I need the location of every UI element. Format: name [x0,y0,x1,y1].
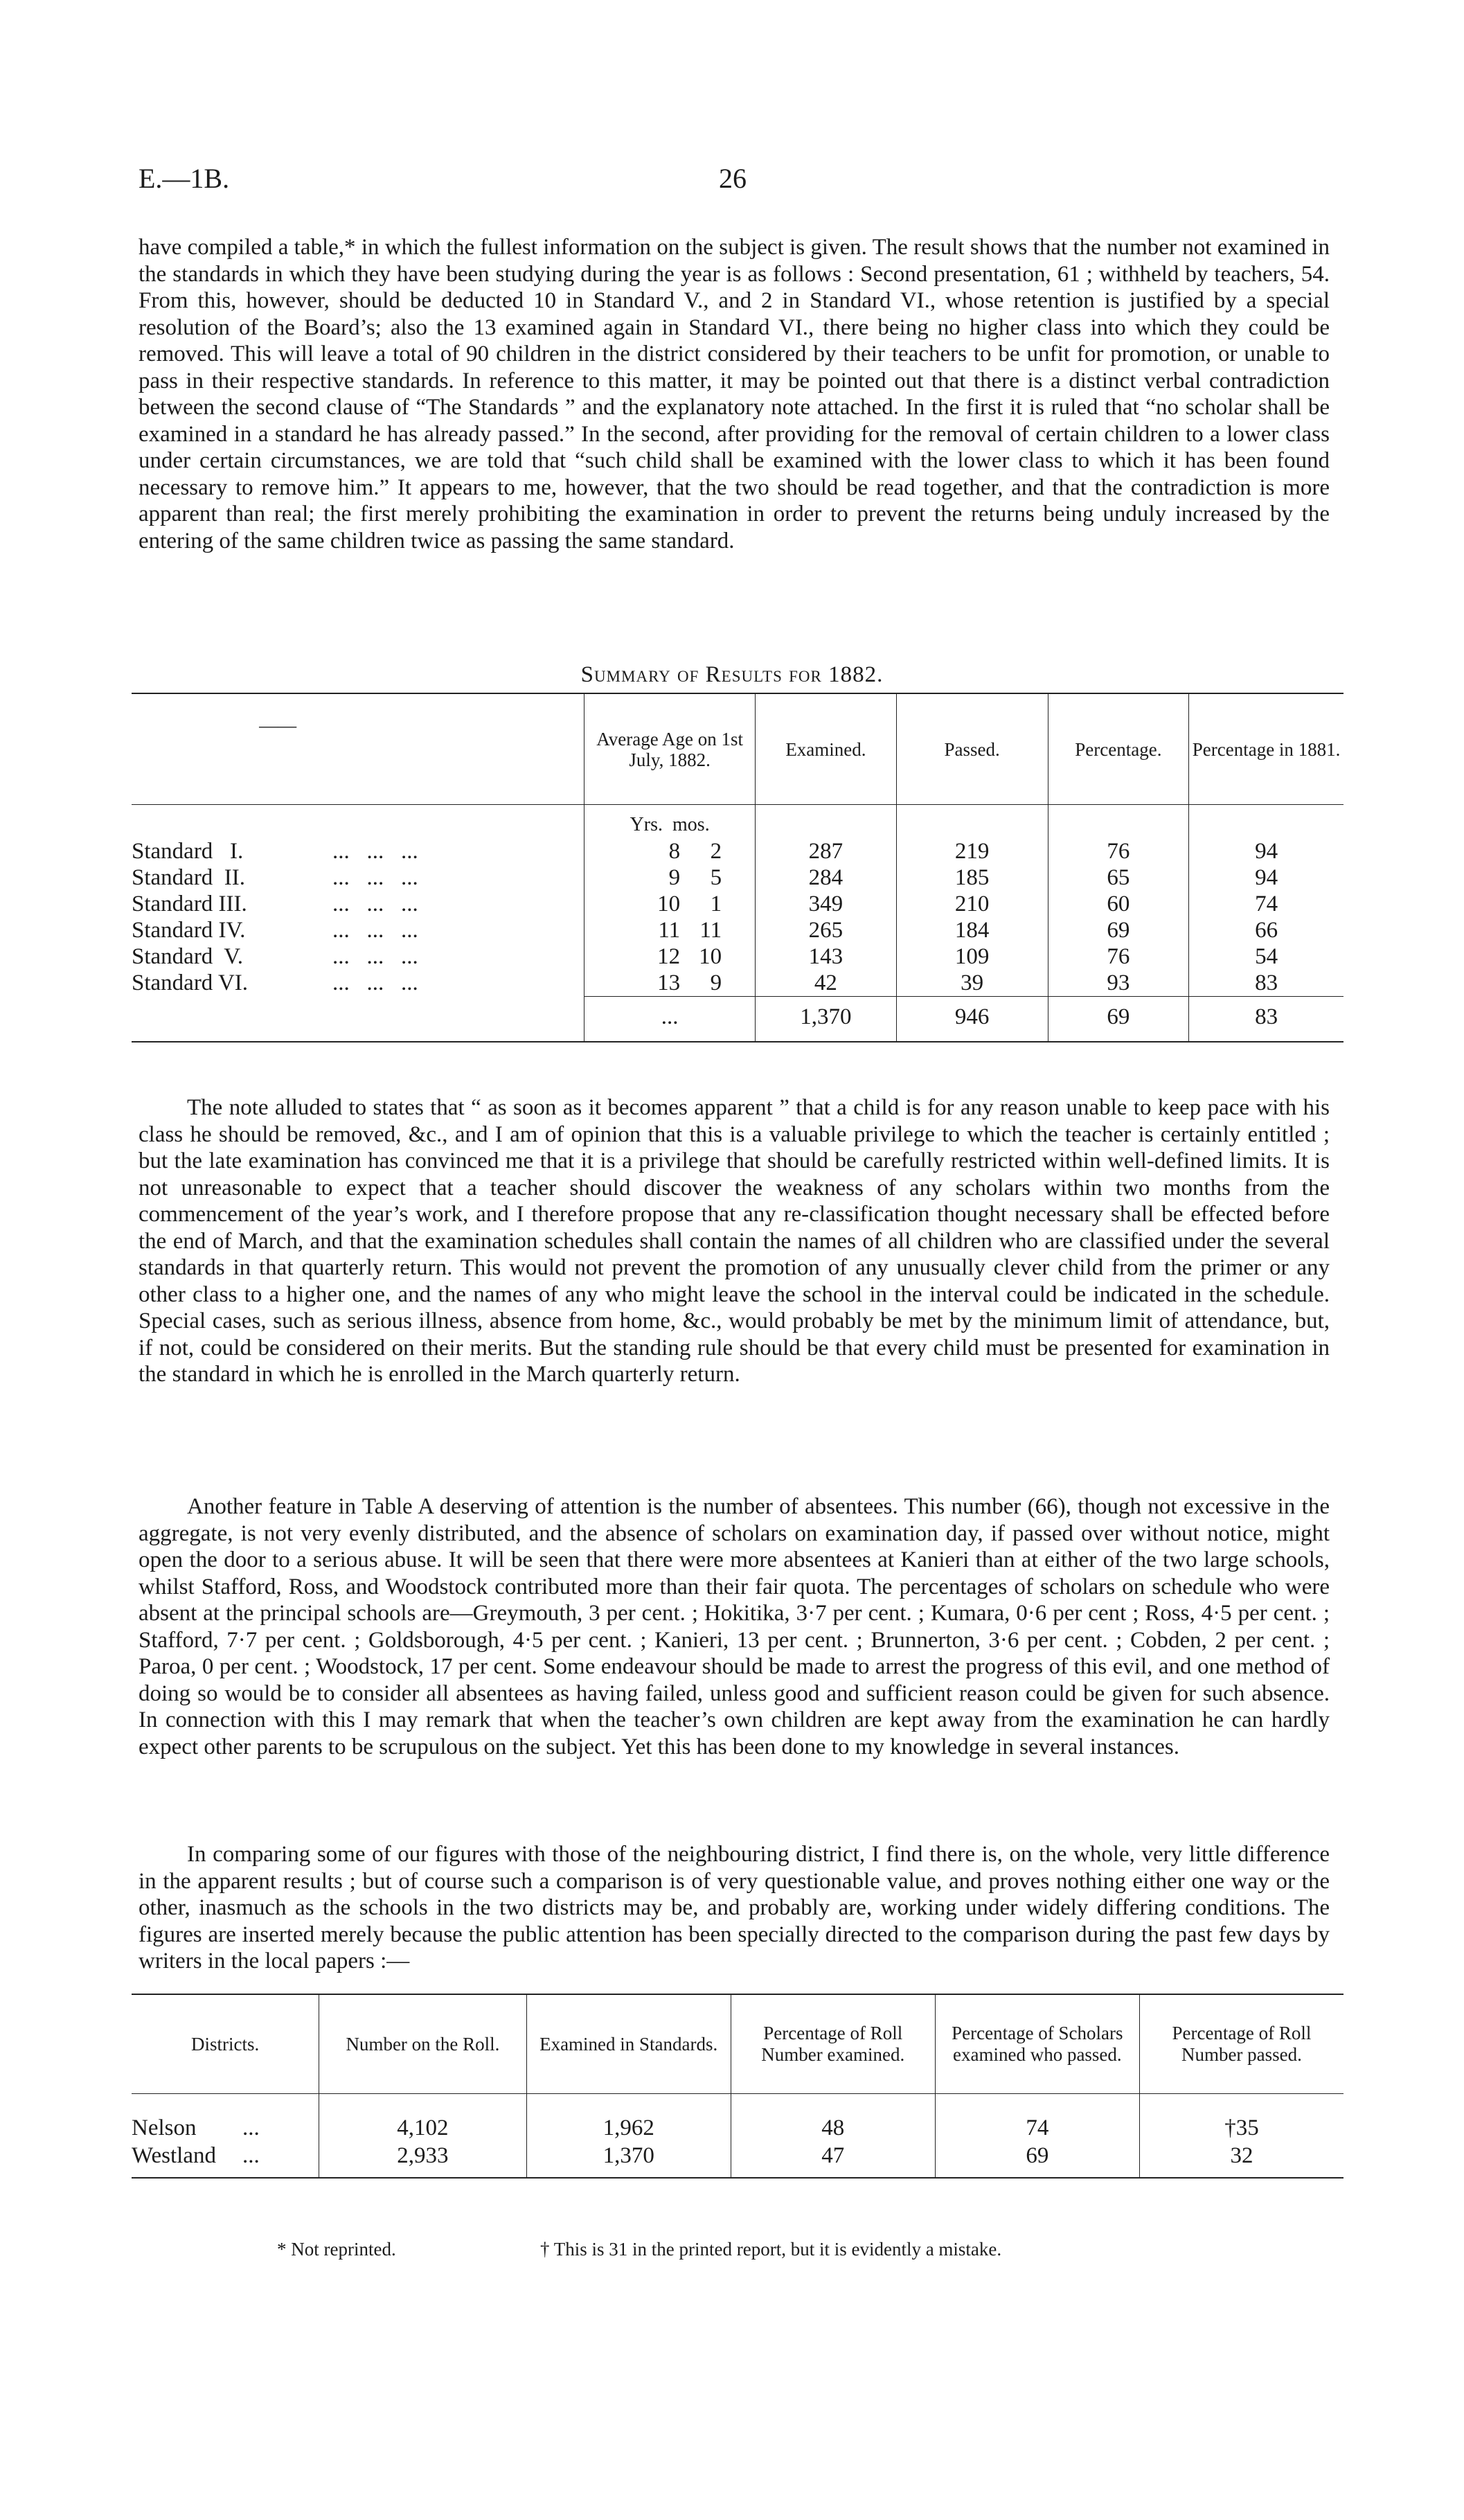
district-header-pct-passed: Percentage of Scholars examined who passed. [935,1994,1139,2094]
table-row: Nelson ... 4,102 1,962 48 74 †35 [132,2094,1344,2142]
summary-header-passed: Passed. [896,693,1048,805]
district-header-pct-roll-passed: Percentage of Roll Number passed. [1139,1994,1344,2094]
table-row: Standard IV. ... ... ... 11 11 265 184 69 66 [132,917,1344,943]
paragraph-1: have compiled a table,* in which the fullest information on the subject is given. The result shows that the number not examined in the standards in which they have been studying during the year is as follows : Second presentation, 61 ; withheld by teachers, 54. From this, however, should be deducted 10 in Standard V., and 2 in Standard VI., whose retention is justified by a special resolution of the Board’s; also the 13 examined again in Standard VI., there being no higher class into which they could be removed. This will leave a total of 90 children in the district considered by their teachers to be unfit for promotion, or unable to pass in their respective standards. In reference to this matter, it may be pointed out that there is a distinct verbal contradiction between the second clause of “The Standards ” and the explanatory note attached. In the first it is ruled that “no scholar shall be examined in a standard he has already passed.” In the second, after providing for the removal of certain children to a lower class under certain circumstances, we are told that “such child shall be examined with the lower class to which it has been found necessary to remove him.” It appears to me, however, that the two should be read together, and that the contradiction is more apparent than real; the first merely prohibiting the examination in order to prevent the returns being unduly increased by the entering of the same children twice as passing the same standard. [139,235,1330,553]
total-passed: 946 [896,997,1048,1038]
district-header-examined: Examined in Standards. [526,1994,731,2094]
paragraph-3: Another feature in Table A deserving of attention is the number of absentees. This number (66), though not excessive in the aggregate, is not very evenly distributed, and the absence of scholars on examination day, if passed over without notice, might open the door to a serious abuse. It will be seen that there were more absentees at Kanieri than at either of the two large schools, whilst Stafford, Ross, and Woodstock contributed more than their fair quota. The percentages of scholars on schedule who were absent at the principal schools are—Greymouth, 3 per cent. ; Hokitika, 3·7 per cent. ; Kumara, 0·6 per cent ; Ross, 4·5 per cent. ; Stafford, 7·7 per cent. ; Goldsborough, 4·5 per cent. ; Kanieri, 13 per cent. ; Brunnerton, 3·6 per cent. ; Cobden, 2 per cent. ; Paroa, 0 per cent. ; Woodstock, 17 per cent. Some endeavour should be made to arrest the progress of this evil, and one method of doing so would be to consider all absentees as having failed, unless good and sufficient reason could be given for such absence. In connection with this I may remark that when the teacher’s own children are kept away from the examination he can hardly expect other parents to be scrupulous on the subject. Yet this has been done to my knowledge in several instances. [139,1494,1330,1759]
summary-units-row [132,805,1344,839]
summary-header-blank: —— [132,693,584,805]
summary-header-age: Average Age on 1st July, 1882. [584,693,756,805]
paragraph-4: In comparing some of our figures with those of the neighbouring district, I find there is, on the whole, very little difference in the apparent results ; but of course such a comparison is of very questionable value, and proves nothing either one way or the other, inasmuch as the schools in the two districts may be, and probably are, working under widely differing conditions. The figures are inserted merely because the public attention has been specially directed to the comparison during the past few days by writers in the local papers :— [139,1842,1330,1973]
summary-header-examined: Examined. [756,693,897,805]
page-number: 26 [719,163,747,194]
summary-table [132,693,1344,1042]
district-comparison-table [132,1994,1344,2179]
age-years-unit: Yrs. [630,814,663,835]
total-percentage: 69 [1048,997,1189,1038]
table-row: Standard II. ... ... ... 9 5 284 185 65 94 [132,864,1344,891]
summary-table-title: Summary of Results for 1882. [580,662,884,687]
table-row: Standard V. ... ... ... 12 10 143 109 76 54 [132,943,1344,970]
total-percentage-1881: 83 [1189,997,1344,1038]
table-row: Standard I. ... ... ... 8 2 287 219 76 94 [132,838,1344,864]
summary-header-percentage: Percentage. [1048,693,1189,805]
table-row: Westland ... 2,933 1,370 47 69 32 [132,2142,1344,2178]
district-header-districts: Districts. [132,1994,319,2094]
district-header-pct-examined: Percentage of Roll Number examined. [731,1994,935,2094]
summary-total-row [132,997,1344,1038]
footnote-not-reprinted: * Not reprinted. [277,2239,396,2260]
district-header-roll: Number on the Roll. [319,1994,527,2094]
total-examined: 1,370 [756,997,897,1038]
age-months-unit: mos. [672,814,710,835]
document-reference: E.—1B. [139,163,230,194]
total-age: ... [584,997,756,1038]
page-header [139,162,1350,204]
table-row: Standard VI. ... ... ... 13 9 42 39 93 83 [132,970,1344,997]
summary-header-percentage-1881: Percentage in 1881. [1189,693,1344,805]
footnote-dagger: † This is 31 in the printed report, but it is evidently a mistake. [540,2239,1002,2260]
paragraph-2: The note alluded to states that “ as soon as it becomes apparent ” that a child is for any reason unable to keep pace with his class he should be removed, &c., and I am of opinion that this is a valuable privilege to which the teacher is certainly entitled ; but the late examination has convinced me that it is a privilege that should be carefully restricted within well-defined limits. It is not unreasonable to expect that a teacher should discover the weakness of any scholars within two months from the commencement of the year’s work, and I therefore propose that any re-classification thought necessary shall be effected before the end of March, and that the examination schedules shall contain the names of all children who are classified under the several standards in that quarterly return. This would not prevent the promotion of any unusually clever child from the primer or any other class to a higher one, and the names of any who might leave the school in the interval could be indicated in the schedule. Special cases, such as serious illness, absence from home, &c., would probably be met by the minimum limit of attendance, but, if not, could be considered on their merits. But the standing rule should be that every child must be presented for examination in the standard in which he is enrolled in the March quarterly return. [139,1095,1330,1387]
table-row: Standard III. ... ... ... 10 1 349 210 60 74 [132,891,1344,917]
